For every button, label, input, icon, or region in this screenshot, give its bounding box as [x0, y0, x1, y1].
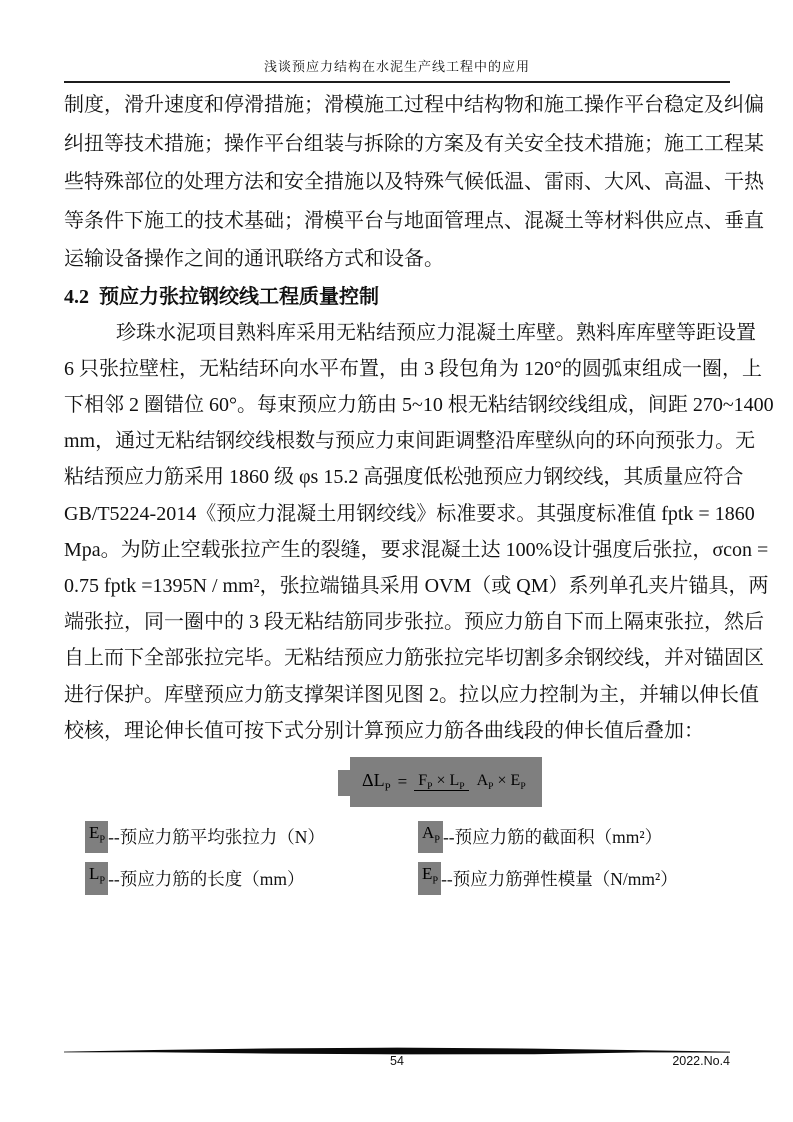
section-number: 4.2 [64, 285, 89, 308]
definition-item [85, 862, 418, 894]
issue-label: 2022.No.4 [672, 1054, 730, 1068]
section-heading [64, 280, 730, 314]
symbol-highlight: $E_P$ [85, 821, 108, 853]
body-line: mm，通过无粘结钢绞线根数与预应力束间距调整沿库壁纵向的环向预张力。无 [64, 430, 756, 453]
formula-fraction [414, 772, 529, 792]
definition-text: --预应力筋平均张拉力（N） [108, 827, 325, 848]
body-line: 珍珠水泥项目熟料库采用无粘结预应力混凝土库壁。熟料库库壁等距设置 [116, 321, 756, 344]
running-header-title: 浅谈预应力结构在水泥生产线工程中的应用 [263, 59, 530, 74]
body-line: 6 只张拉壁柱，无粘结环向水平布置，由 3 段包角为 120°的圆弧束组成一圈，上 [64, 357, 762, 380]
body-line: 0.75 fptk =1395N / mm²，张拉端锚具采用 OVM（或 QM）系列单孔夹片锚具，两 [64, 574, 769, 597]
formula-lhs: $\Delta L_P$ [362, 770, 391, 794]
definition-text: --预应力筋弹性模量（N/mm²） [441, 868, 678, 889]
body-line: 端张拉，同一圈中的 3 段无粘结筋同步张拉。预应力筋自下而上隔束张拉，然后 [64, 611, 764, 634]
body-line: 下相邻 2 圈错位 60°。每束预应力筋由 5~10 根无粘结钢绞线组成，间距 270~1400 [64, 393, 774, 416]
footer-decorative-rule [64, 1044, 730, 1054]
symbol-highlight: $L_P$ [85, 862, 108, 894]
body-line: GB/T5224-2014《预应力混凝土用钢绞线》标准要求。其强度标准值 fptk = 1860 [64, 502, 755, 525]
body-line: 粘结预应力筋采用 1860 级 φs 15.2 高强度低松弛预应力钢绞线，其质量应符合 [64, 466, 744, 489]
equals-sign: = [397, 771, 408, 791]
body-line: 制度，滑升速度和停滑措施；滑模施工过程中结构物和施工操作平台稳定及纠偏 [64, 94, 764, 116]
definition-item [418, 862, 730, 894]
symbol-highlight: $A_P$ [418, 821, 443, 853]
symbol-highlight: $E_P$ [418, 862, 441, 894]
definition-item [85, 821, 418, 853]
elongation-formula [350, 757, 542, 807]
elongation-formula-wrap [350, 757, 730, 807]
symbol-definitions [85, 821, 730, 895]
body-line: 校核，理论伸长值可按下式分别计算预应力筋各曲线段的伸长值后叠加： [64, 719, 704, 742]
section-title: 预应力张拉钢绞线工程质量控制 [99, 285, 379, 308]
paragraph-prestress-tension [64, 315, 774, 749]
body-line: 纠扭等技术措施；操作平台组装与拆除的方案及有关安全技术措施；施工工程某 [64, 132, 764, 155]
body-line: 运输设备操作之间的通讯联络方式和设备。 [64, 248, 444, 270]
body-line: 进行保护。库壁预应力筋支撑架详图见图 2。拉以应力控制为主，并辅以伸长值 [64, 683, 759, 706]
page-content [64, 86, 774, 895]
paragraph-slipform [64, 86, 764, 279]
body-line: 等条件下施工的技术基础；滑模平台与地面管理点、混凝土等材料供应点、垂直 [64, 209, 764, 232]
definition-item [418, 821, 730, 853]
fraction-denominator: $A_P \times E_P$ [476, 771, 526, 793]
body-line: 些特殊部位的处理方法和安全措施以及特殊气候低温、雷雨、大风、高温、干热 [64, 171, 764, 193]
definition-text: --预应力筋的截面积（mm²） [442, 827, 663, 848]
definition-text: --预应力筋的长度（mm） [108, 868, 305, 889]
running-header [64, 56, 730, 83]
page-number: 54 [390, 1054, 404, 1068]
body-line: Mpa。为防止空载张拉产生的裂缝，要求混凝土达 100%设计强度后张拉，σcon = [64, 538, 769, 561]
body-line: 自上而下全部张拉完毕。无粘结预应力筋张拉完毕切割多余钢绞线，并对锚固区 [64, 647, 764, 670]
fraction-numerator: $F_P \times L_P$ [414, 772, 468, 791]
